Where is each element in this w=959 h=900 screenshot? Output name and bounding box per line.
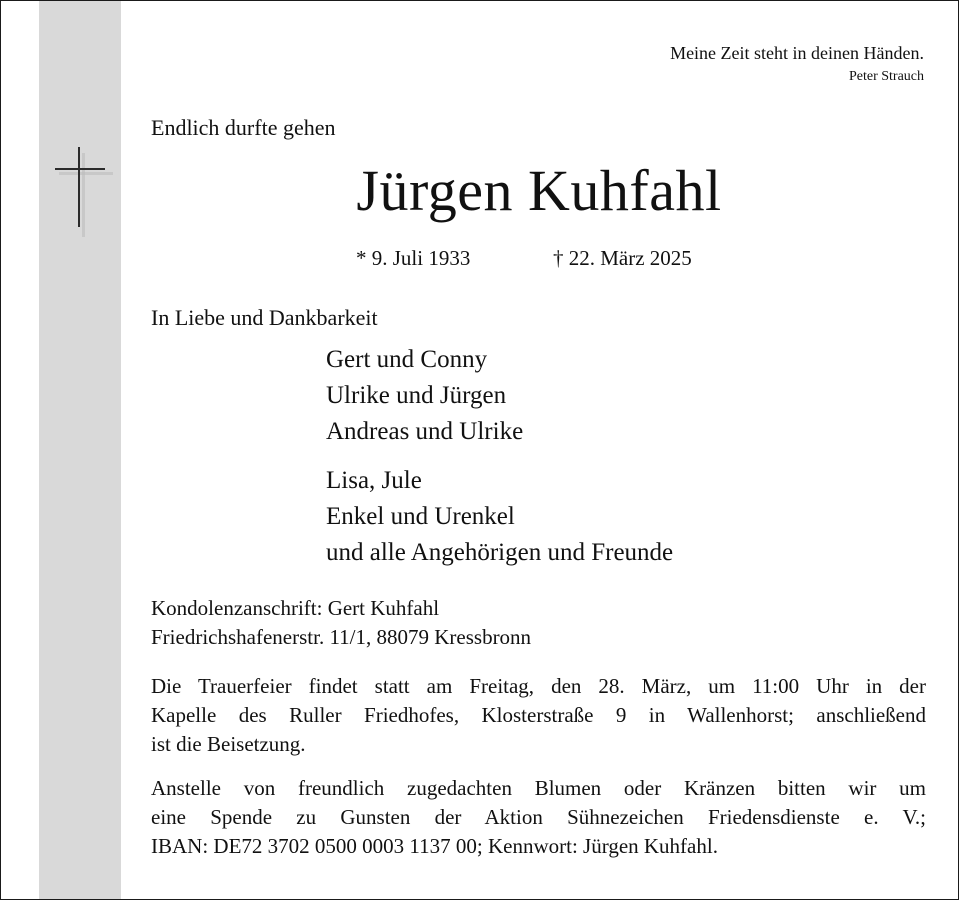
condolence-line: Kondolenzanschrift: Gert Kuhfahl: [151, 596, 440, 620]
funeral-line: Die Trauerfeier findet statt am Freitag, den 28. März, um 11:00 Uhr in der: [151, 674, 926, 698]
mourner: Enkel und Urenkel: [326, 503, 515, 530]
funeral-line: Kapelle des Ruller Friedhofes, Klosterstraße 9 in Wallenhorst; anschließend: [151, 703, 926, 727]
condolence-line: Friedrichshafenerstr. 11/1, 88079 Kressbronn: [151, 625, 532, 649]
birth-date: * 9. Juli 1933: [356, 246, 471, 270]
motto: [670, 43, 924, 85]
mourner: Gert und Conny: [326, 346, 488, 373]
gratitude-line: In Liebe und Dankbarkeit: [151, 305, 378, 330]
mourner: Ulrike und Jürgen: [326, 382, 507, 409]
death-date: † 22. März 2025: [553, 246, 692, 270]
mourner: und alle Angehörigen und Freunde: [326, 539, 674, 566]
funeral-line: ist die Beisetzung.: [151, 732, 306, 756]
mourners-extended: [326, 463, 673, 571]
donation-line: eine Spende zu Gunsten der Aktion Sühnezeichen Friedensdienste e. V.;: [151, 805, 926, 829]
motto-author: Peter Strauch: [848, 69, 924, 84]
donation-line: Anstelle von freundlich zugedachten Blumen oder Kränzen bitten wir um: [151, 776, 926, 800]
side-band: [39, 1, 121, 899]
deceased-name: Jürgen Kuhfahl: [356, 158, 722, 223]
mourners-family: [326, 342, 523, 450]
intro-text: Endlich durfte gehen: [151, 115, 336, 140]
donation-info: [151, 774, 926, 861]
condolence-address: [151, 594, 926, 652]
motto-text: Meine Zeit steht in deinen Händen.: [670, 43, 924, 63]
funeral-info: [151, 672, 926, 759]
donation-line: IBAN: DE72 3702 0500 0003 1137 00; Kennwort: Jürgen Kuhfahl.: [151, 834, 718, 858]
mourner: Lisa, Jule: [326, 467, 422, 494]
mourner: Andreas und Ulrike: [326, 418, 524, 445]
